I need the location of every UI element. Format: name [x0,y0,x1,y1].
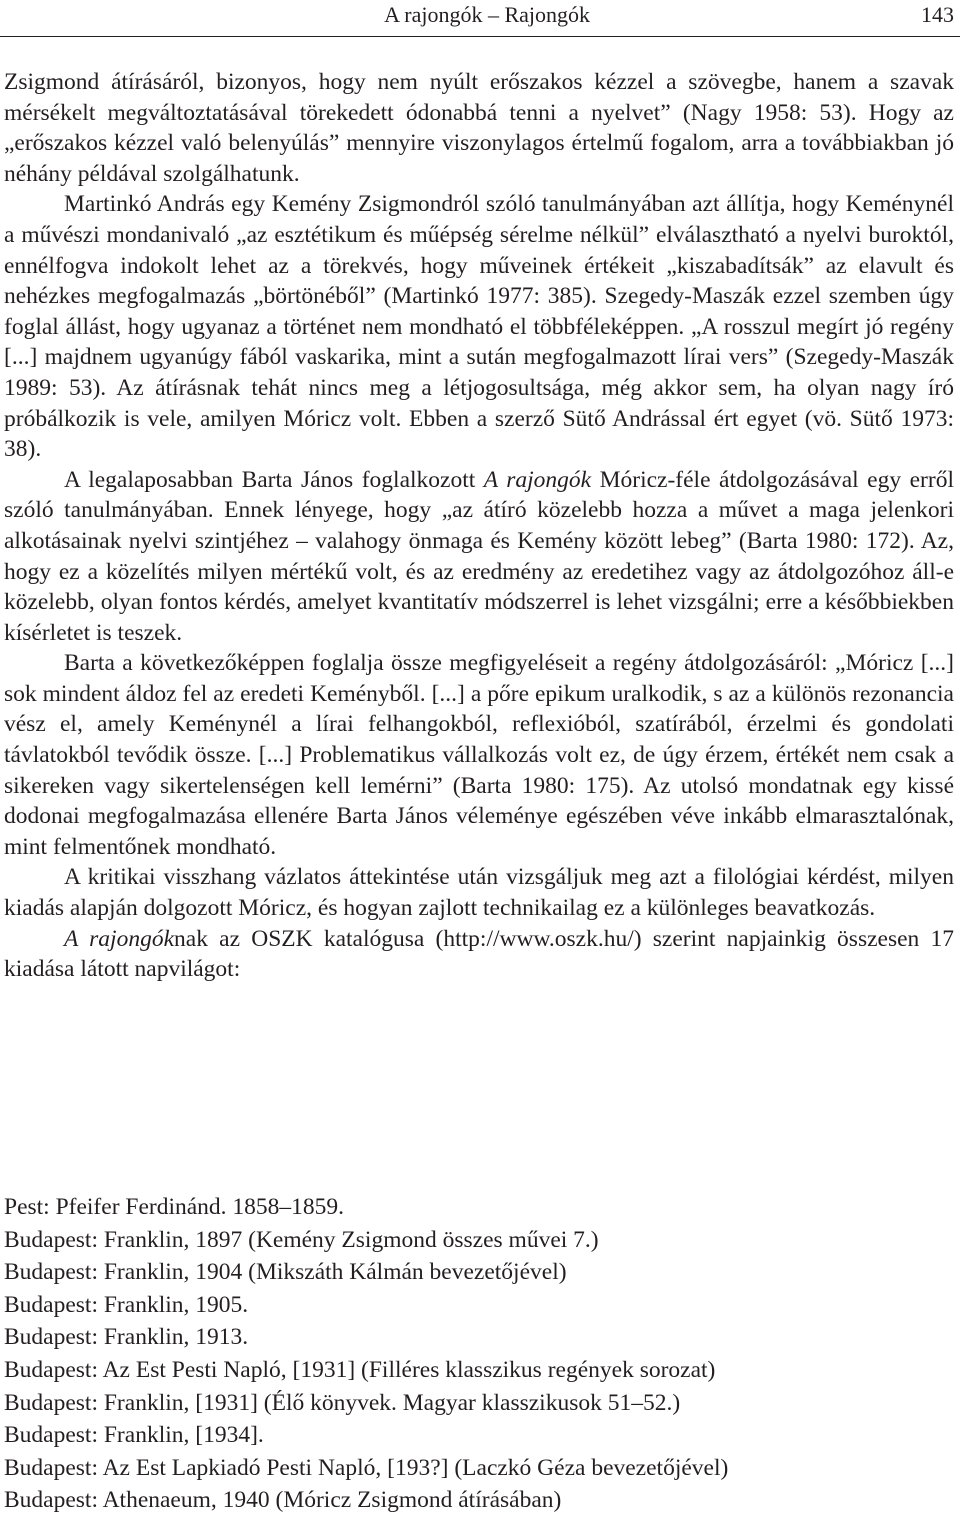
body-text [4,67,954,985]
running-title: A rajongók – Rajongók [384,2,590,27]
list-item: Budapest: Franklin, [1931] (Élő könyvek. Magyar klasszikusok 51–52.) [4,1389,681,1416]
paragraph-text: Móricz-féle átdolgozásával egy erről szóló tanulmányában. Ennek lényege, hogy „az átíró közelebb hozza a művet a maga jelenkori alkotásainak nyelvi szintjéhez – valahogy önmaga és Kemény között lebeg” (Barta 1980: 172). Az, hogy ez a közelítés milyen mértékű volt, és az eredmény az eredetihez vagy az átdolgozóhoz áll-e közelebb, olyan fontos kérdés, amelyet kvantitatív módszerrel is lehet vizsgálni; erre a későbbiekben kísérletet is teszek. [4,466,954,646]
page-number: 143 [921,2,954,27]
list-item: Budapest: Franklin, 1897 (Kemény Zsigmond összes művei 7.) [4,1226,599,1253]
paragraph: Martinkó András egy Kemény Zsigmondról szóló tanulmányában azt állítja, hogy Keménynél a művészi mondanivaló „az esztétikum és műépség sérelme nélkül” elválasztható a nyelvi buroktól, ennélfogva indokolt lehet az a törekvés, hogy műveinek értékeit „kiszabadítsák” az elavult és nehézkes megfogalmazás „börtönéből” (Martinkó 1977: 385). Szegedy-Maszák ezzel szemben úgy foglal állást, hogy ugyanaz a történet nem mondható el többféleképpen. „A rosszul megírt jó regény [...] majdnem ugyanúgy fából vaskarika, mint a sután megfogalmazott lírai vers” (Szegedy-Maszák 1989: 53). Az átírásnak tehát nincs meg a létjogosultsága, még akkor sem, ha olyan nagy író próbálkozik is vele, amilyen Móricz volt. Ebben a szerző Sütő Andrással ért egyet (vö. Sütő 1973: 38). [4,191,954,463]
list-item: Pest: Pfeifer Ferdinánd. 1858–1859. [4,1194,345,1220]
list-item: Budapest: Franklin, 1904 (Mikszáth Kálmán bevezetőjével) [4,1259,567,1286]
list-item: Budapest: Franklin, 1913. [4,1324,249,1351]
editions-list [4,1191,954,1517]
book-title: A rajongók [64,925,175,952]
paragraph-text: A legalaposabban Barta János foglalkozott [64,466,484,493]
paragraph: Barta a következőképpen foglalja össze megfigyeléseit a regény átdolgozásáról: „Móricz [...] sok mindent áldoz fel az eredeti Keményből. [...] a pőre epikum uralkodik, s az a különös rezonancia vész el, amely Keménynél a lírai felhangokból, reflexióból, szatírából, érzelmi és gondolati távlatokból tevődik össze. [...] Problematikus vállalkozás volt ez, de úgy érzem, értékét nem csak a sikereken vagy sikertelenségen kell lemérni” (Barta 1980: 175). Az utolsó mondatnak egy kissé dodonai megfogalmazása ellenére Barta János véleménye egészében véve inkább elmarasztalónak, mint felmentőnek mondható. [4,650,954,860]
list-item: Budapest: Athenaeum, 1940 (Móricz Zsigmond átírásában) [4,1487,562,1514]
paragraph-text: nak az OSZK katalógusa (http://www.oszk.hu/) szerint napjainkig összesen 17 kiadása látott napvilágot: [4,925,954,983]
page-header [0,0,960,37]
paragraph: A kritikai visszhang vázlatos áttekintése után vizsgáljuk meg azt a filológiai kérdést, milyen kiadás alapján dolgozott Móricz, és hogyan zajlott technikailag ez a különleges beavatkozás. [4,864,954,922]
paragraph [4,924,954,985]
list-item: Budapest: Franklin, [1934]. [4,1422,264,1449]
paragraph: Zsigmond átírásáról, bizonyos, hogy nem nyúlt erőszakos kézzel a szövegbe, hanem a szavak mérsékelt megváltoztatásával törekedett ódonabbá tenni a nyelvet” (Nagy 1958: 53). Hogy az „erőszakos kézzel való belenyúlás” mennyire viszonylagos értelmű fogalom, arra a továbbiakban jó néhány példával szolgálhatunk. [4,69,954,187]
list-item: Budapest: Az Est Lapkiadó Pesti Napló, [193?] (Laczkó Géza bevezetőjével) [4,1454,729,1481]
list-item: Budapest: Franklin, 1905. [4,1291,249,1318]
book-title: A rajongók [483,466,592,493]
list-item: Budapest: Az Est Pesti Napló, [1931] (Filléres klasszikus regények sorozat) [4,1356,716,1383]
paragraph [4,465,954,649]
